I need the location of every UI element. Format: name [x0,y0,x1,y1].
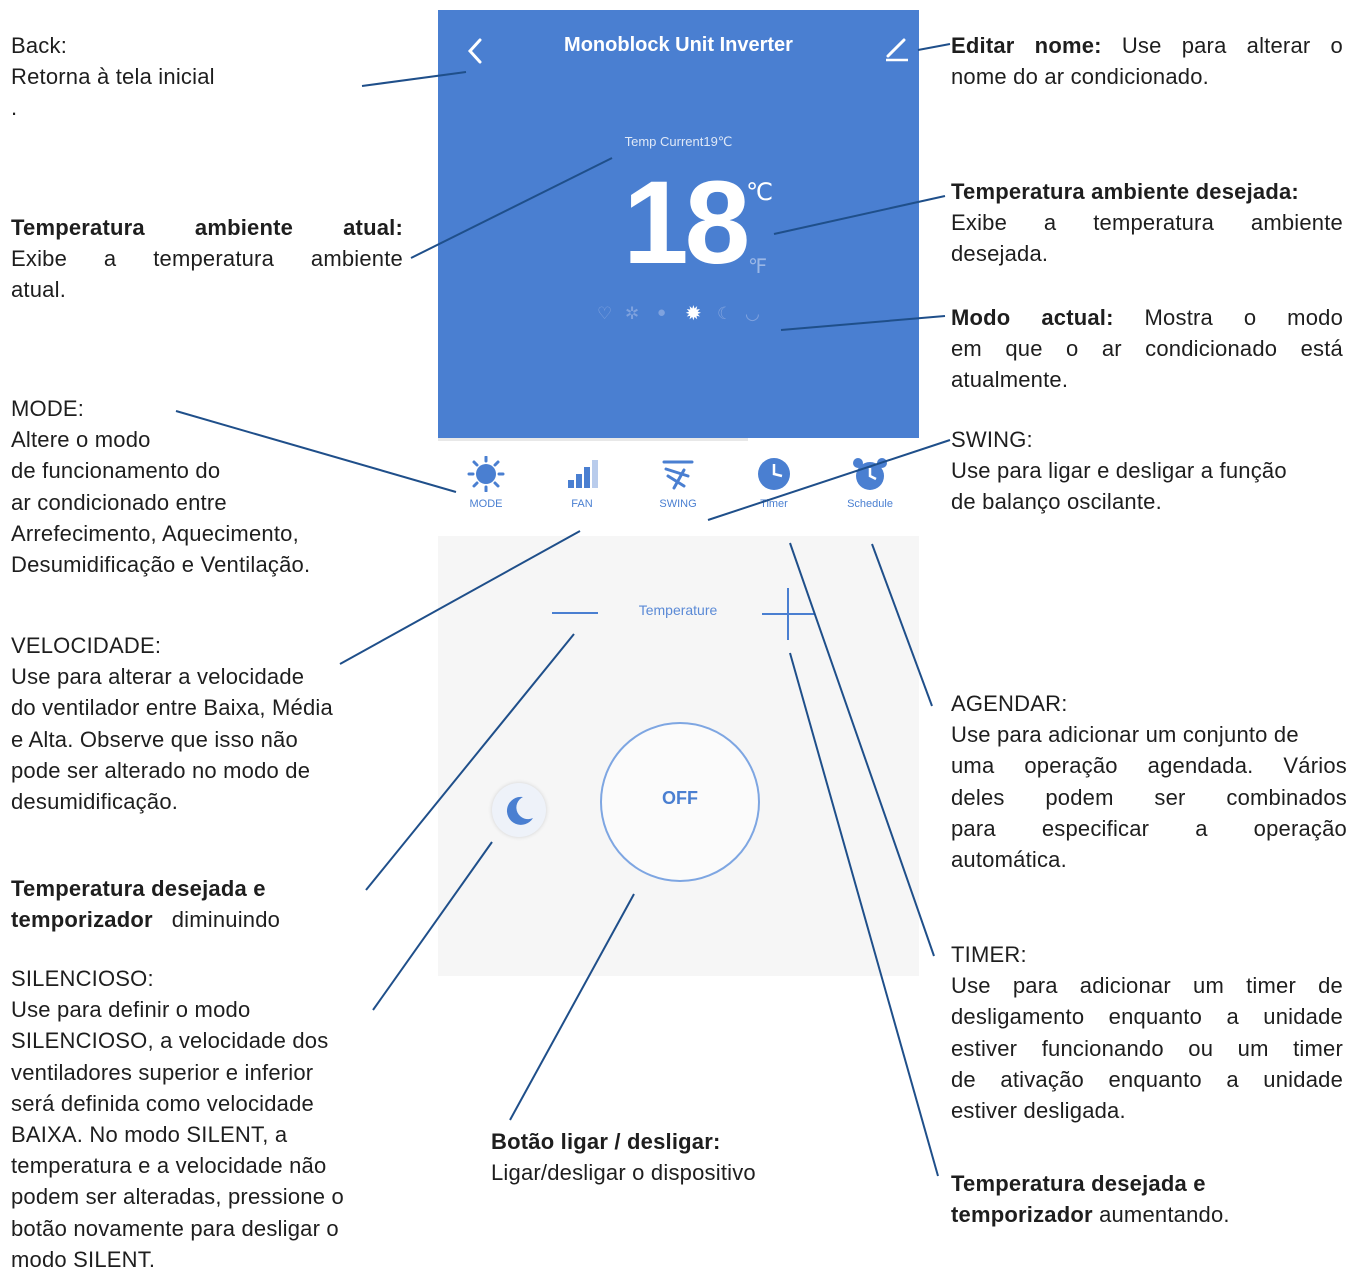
annotation-text: uma operação agendada. Vários [951,753,1347,779]
annotation-title: SILENCIOSO: [11,966,154,991]
annotation-text: Use para adicionar um conjunto de [951,722,1299,748]
tab-label: Timer [760,498,788,510]
tab-label: FAN [571,498,593,510]
annotation-text: nome do ar condicionado. [951,64,1209,90]
annotation-silent [11,963,344,1275]
annotation-title: Editar nome: [951,33,1102,58]
annotation-text: temperatura e a velocidade não [11,1153,327,1179]
sun-icon: ✹ [685,303,702,325]
annotation-current-mode [951,302,1343,396]
annotation-back [11,30,215,124]
annotation-text: Use para alterar a velocidade [11,664,305,690]
annotation-mode [11,393,310,580]
annotation-text: de funcionamento do [11,458,221,484]
annotation-text: será definida como velocidade [11,1090,314,1116]
silent-button[interactable] [492,783,546,837]
tab-fan[interactable] [542,456,622,526]
mode-indicator-row [593,304,773,328]
app-title: Monoblock Unit Inverter [564,34,793,56]
alarm-clock-icon [850,456,890,492]
tab-timer[interactable] [734,456,814,526]
annotation-text: diminuindo [171,907,281,933]
annotation-text: estiver funcionando ou um timer [951,1035,1343,1061]
power-label: OFF [662,788,698,808]
fan-bars-icon [562,456,602,492]
snowflake-icon: ✲ [625,304,640,323]
unit-fahrenheit[interactable]: ℉ [748,256,768,278]
annotation-desired-temperature [951,176,1343,270]
annotation-edit-name [951,30,1343,92]
swing-icon [658,456,698,492]
annotation-swing [951,424,1287,518]
annotation-text: de balanço oscilante. [951,489,1162,515]
current-temperature: Temp Current19℃ [624,134,733,149]
annotation-text: automática. [951,847,1067,873]
annotation-text: de ativação enquanto a unidade [951,1066,1343,1092]
annotation-text: Use para adicionar um timer de [951,973,1343,999]
annotation-text: ventiladores superior e inferior [11,1059,314,1085]
minus-icon[interactable] [550,601,600,625]
temperature-label: Temperature [638,602,718,618]
annotation-timer [951,939,1343,1126]
tab-label: Schedule [847,498,893,510]
sun-icon [466,456,506,492]
annotation-text: Use para definir o modo [11,997,251,1023]
annotation-text: desejada. [951,241,1049,267]
annotation-text: Ligar/desligar o dispositivo [491,1160,756,1186]
annotation-text: desligamento enquanto a unidade [951,1004,1343,1030]
annotation-current-temperature [11,212,403,306]
tab-schedule[interactable] [830,456,910,526]
function-tabs [438,438,919,536]
annotation-text: Retorna à tela inicial [11,64,215,90]
annotation-title: Modo actual: [951,305,1114,330]
heart-icon: ♡ [597,304,613,323]
annotation-title: ambiente [194,215,294,240]
leaf-icon: ◡ [745,304,760,323]
pencil-icon[interactable] [882,34,912,64]
annotation-title: Temperatura desejada e [11,876,266,901]
annotation-text: Use para alterar o [1121,33,1343,58]
annotation-text: estiver desligada. [951,1098,1126,1124]
tab-mode[interactable] [446,456,526,526]
divider [438,438,748,441]
annotation-text: Exibe a temperatura ambiente [951,210,1343,236]
annotation-text: do ventilador entre Baixa, Média [11,695,333,721]
annotation-text: desumidificação. [11,789,179,815]
tab-label: MODE [469,498,503,510]
moon-icon [492,783,546,837]
annotation-title: TIMER: [951,942,1027,967]
set-temperature: 18 [623,157,747,289]
clock-icon [754,456,794,492]
unit-celsius[interactable]: ℃ [746,179,773,206]
annotation-text: botão novamente para desligar o [11,1215,339,1241]
annotation-text: aumentando. [1099,1202,1230,1228]
annotation-text: pode ser alterado no modo de [11,757,311,783]
droplet-icon: ● [657,304,667,321]
annotation-text: Use para ligar e desligar a função [951,458,1287,484]
annotation-text: em que o ar condicionado está [951,336,1343,362]
annotation-title: AGENDAR: [951,691,1068,716]
annotation-title: MODE: [11,396,85,421]
app-screen [438,10,919,976]
annotation-text: atualmente. [951,367,1069,393]
annotation-text: Exibe a temperatura ambiente [11,246,403,272]
moon-icon: ☾ [717,304,733,323]
tab-swing[interactable] [638,456,718,526]
annotation-text: Arrefecimento, Aquecimento, [11,520,299,546]
annotation-schedule [951,688,1347,875]
annotation-text: e Alta. Observe que isso não [11,726,298,752]
annotation-temperature-up [951,1168,1230,1230]
annotation-text: BAIXA. No modo SILENT, a [11,1122,288,1148]
annotation-text: atual. [11,277,67,303]
annotation-title: temporizador [951,1202,1093,1228]
annotation-title: Back: [11,33,68,58]
annotation-title: Temperatura ambiente desejada: [951,179,1299,204]
annotation-text: podem ser alteradas, pressione o [11,1184,344,1210]
annotation-title: atual: [343,215,403,240]
annotation-title: temporizador [11,907,153,933]
annotation-text: modo SILENT. [11,1246,156,1272]
annotation-title: Temperatura desejada e [951,1171,1206,1196]
annotation-title: Temperatura [11,215,145,240]
annotation-power [491,1126,756,1188]
annotation-text: Mostra o modo [1144,305,1343,330]
annotation-title: SWING: [951,427,1033,452]
control-panel [438,536,919,976]
annotation-text: SILENCIOSO, a velocidade dos [11,1028,329,1054]
annotation-text: deles podem ser combinados [951,784,1347,810]
annotation-text: Altere o modo [11,427,151,453]
annotation-temperature-down [11,873,280,935]
annotation-title: VELOCIDADE: [11,633,162,658]
annotation-text: para especificar a operação [951,815,1347,841]
power-button[interactable] [600,722,760,882]
tab-label: SWING [659,498,697,510]
annotation-text: . [11,95,18,121]
annotation-text: Desumidificação e Ventilação. [11,552,311,578]
annotation-speed [11,630,333,817]
plus-icon[interactable] [760,586,816,642]
annotation-title: Botão ligar / desligar: [491,1129,721,1154]
header-panel [438,10,919,438]
annotation-text: ar condicionado entre [11,489,227,515]
